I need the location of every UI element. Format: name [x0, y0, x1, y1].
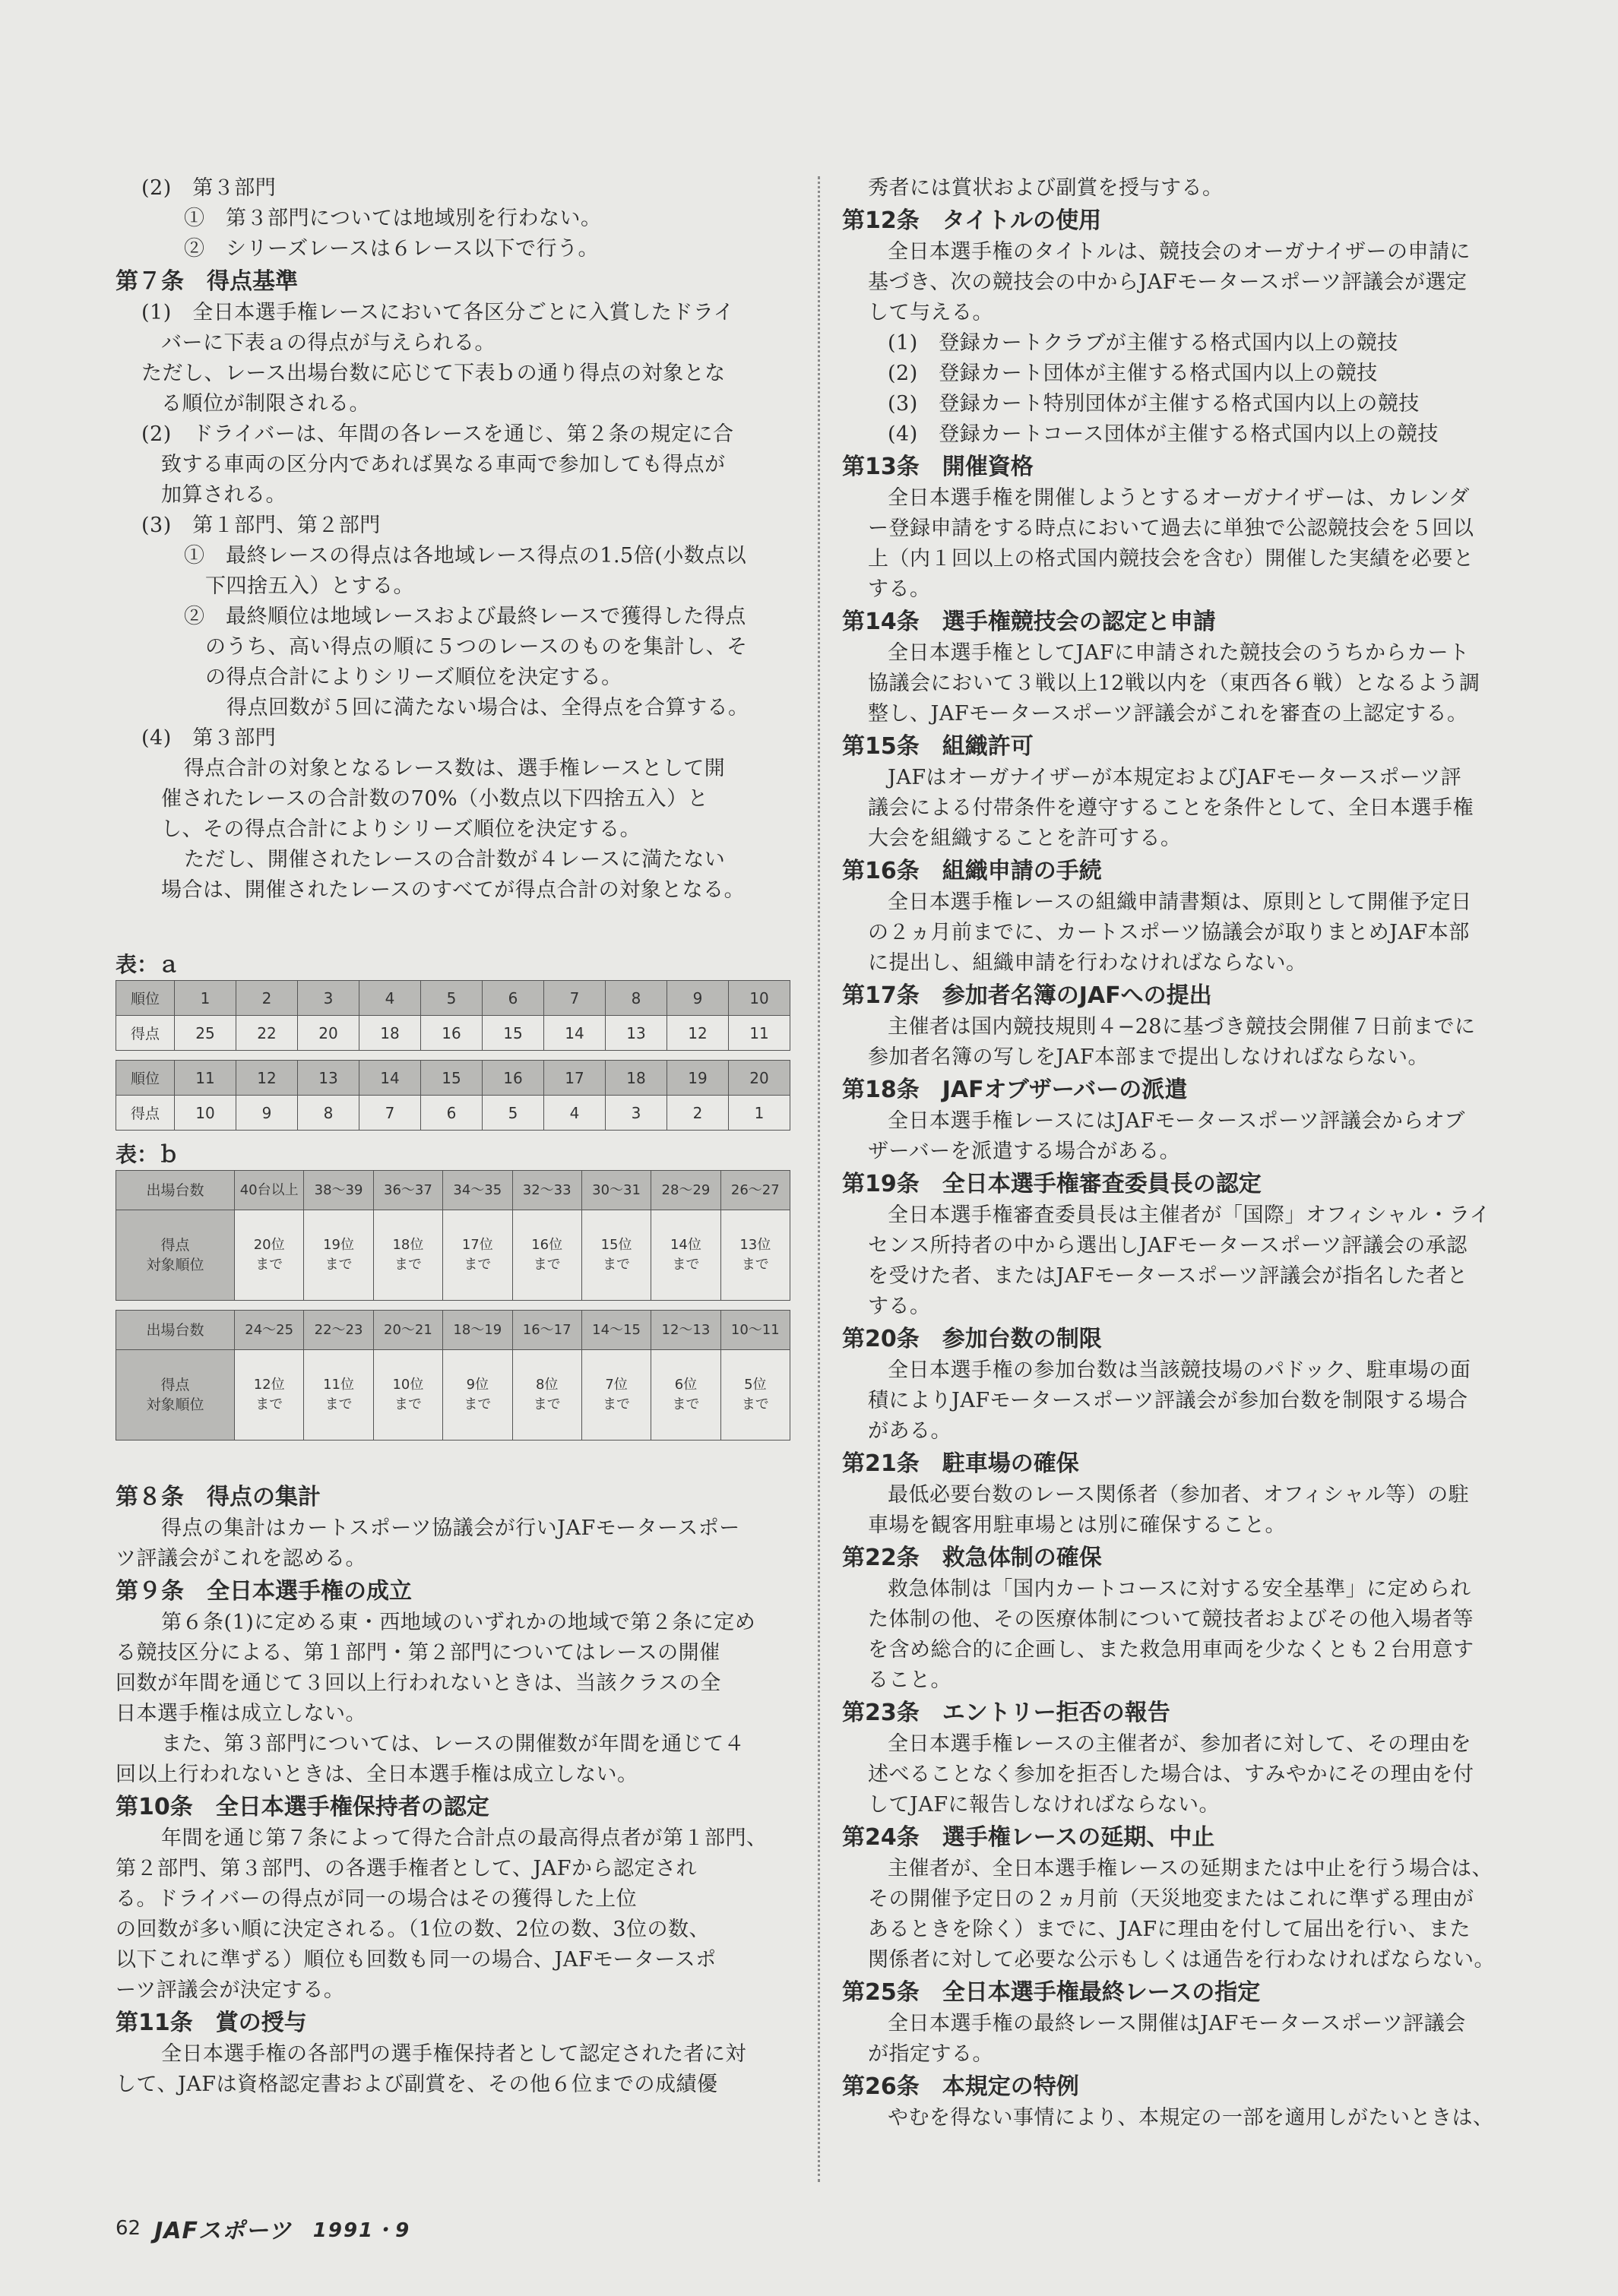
table-cell-text: まで — [672, 1396, 700, 1412]
table-cell: 9 — [667, 981, 729, 1016]
text-line: ② 最終順位は地域レースおよび最終レースで獲得した得点 — [184, 605, 746, 628]
text-line: を含め総合的に企画し、また救急用車両を少なくとも２台用意す — [868, 1638, 1474, 1662]
table-cell: 6 — [483, 981, 544, 1016]
article-heading: 第23条 エントリー拒否の報告 — [842, 1700, 1170, 1726]
text-line: 関係者に対して必要な公示もしくは通告を行わなければならない。 — [868, 1948, 1495, 1972]
text-line: ただし、開催されたレースの合計数が４レースに満たない — [184, 848, 726, 871]
table-cell — [235, 1210, 304, 1301]
text-line: 全日本選手権の最終レース開催はJAFモータースポーツ評議会 — [888, 2012, 1466, 2035]
table-row — [116, 981, 790, 1016]
article-heading: 第15条 組織許可 — [842, 733, 1034, 760]
article-heading: 第13条 開催資格 — [842, 454, 1034, 480]
text-line: (2) ドライバーは、年間の各レースを通じ、第２条の規定に合 — [141, 422, 734, 446]
table-cell: 1 — [175, 981, 236, 1016]
table-cell: 3 — [298, 981, 359, 1016]
table-cell: 18〜19 — [443, 1311, 512, 1350]
table-cell — [373, 1210, 442, 1301]
text-line: 基づき、次の競技会の中からJAFモータースポーツ評議会が選定 — [868, 270, 1468, 294]
text-line: ーツ評議会が決定する。 — [116, 1978, 345, 2002]
table-cell: 4 — [544, 1096, 606, 1131]
text-line: ツ評議会がこれを認める。 — [116, 1547, 366, 1570]
table-cell-text: 5位 — [744, 1377, 767, 1393]
text-line: 場合は、開催されたレースのすべてが得点合計の対象となる。 — [161, 878, 746, 902]
table-row — [116, 1171, 790, 1210]
table-cell: 16 — [421, 1016, 483, 1051]
article-heading: 第20条 参加台数の制限 — [842, 1326, 1102, 1352]
table-cell: 32〜33 — [512, 1171, 581, 1210]
table-cell: 6 — [421, 1096, 483, 1131]
text-line: ② シリーズレースは６レース以下で行う。 — [184, 237, 599, 261]
table-cell — [512, 1350, 581, 1441]
text-line: ① 最終レースの得点は各地域レース得点の1.5倍(小数点以 — [184, 544, 747, 568]
text-line: る。ドライバーの得点が同一の場合はその獲得した上位 — [116, 1887, 638, 1911]
text-line: 述べることなく参加を拒否した場合は、すみやかにその理由を付 — [868, 1763, 1474, 1786]
table-a-label: 表：ａ — [116, 952, 180, 977]
table-cell — [512, 1210, 581, 1301]
article-heading: 第25条 全日本選手権最終レースの指定 — [842, 1979, 1261, 2006]
table-cell: 18 — [359, 1016, 421, 1051]
table-cell: 2 — [236, 981, 298, 1016]
table-cell: 4 — [359, 981, 421, 1016]
text-line: 最低必要台数のレース関係者（参加者、オフィシャル等）の駐 — [888, 1483, 1470, 1507]
text-line: る順位が制限される。 — [161, 392, 370, 416]
text-line: し、その得点合計によりシリーズ順位を決定する。 — [161, 818, 641, 841]
table-cell: 34〜35 — [443, 1171, 512, 1210]
table-cell-text: まで — [533, 1257, 561, 1273]
table-cell — [651, 1350, 720, 1441]
text-line: 全日本選手権の各部門の選手権保持者として認定された者に対 — [161, 2042, 746, 2066]
table-cell-text: まで — [255, 1257, 283, 1273]
text-line: 全日本選手権レースの組織申請書類は、原則として開催予定日 — [888, 890, 1472, 914]
table-cell: 20〜21 — [373, 1311, 442, 1350]
text-line: また、第３部門については、レースの開催数が年間を通じて４ — [161, 1732, 746, 1756]
table-cell: 得点 — [116, 1096, 175, 1131]
right-text — [842, 173, 1518, 2133]
table-cell: 15 — [421, 1061, 483, 1096]
text-line: 救急体制は「国内カートコースに対する安全基準」に定められ — [888, 1577, 1471, 1601]
article-heading: 第24条 選手権レースの延期、中止 — [842, 1824, 1215, 1851]
text-line: ザーバーを派遣する場合がある。 — [868, 1140, 1181, 1163]
text-line: 上（内１回以上の格式国内競技会を含む）開催した実績を必要と — [868, 547, 1474, 571]
table-cell: 28〜29 — [651, 1171, 720, 1210]
text-line: 回数が年間を通じて３回以上行われないときは、当該クラスの全 — [116, 1671, 721, 1695]
table-cell-text: 12位 — [253, 1377, 285, 1393]
text-line: 全日本選手権のタイトルは、競技会のオーガナイザーの申請に — [888, 240, 1471, 264]
table-cell: 20 — [729, 1061, 790, 1096]
left-column — [116, 173, 790, 2100]
table-cell: 13 — [606, 1016, 667, 1051]
left-top-text — [116, 173, 790, 906]
text-line: る競技区分による、第１部門・第２部門についてはレースの開催 — [116, 1641, 720, 1665]
issue-date: 1991・9 — [312, 2219, 411, 2242]
text-line: 議会による付帯条件を遵守することを条件として、全日本選手権 — [868, 796, 1474, 820]
article-heading: 第18条 JAFオブザーバーの派遣 — [842, 1077, 1188, 1103]
table-cell-text: 9位 — [466, 1377, 489, 1393]
table-cell: 出場台数 — [116, 1171, 235, 1210]
text-line: の２ヵ月前までに、カートスポーツ協議会が取りまとめJAF本部 — [868, 921, 1470, 944]
table-cell — [443, 1350, 512, 1441]
table-cell: 2 — [667, 1096, 729, 1131]
text-line: を受けた者、またはJAFモータースポーツ評議会が指名した者と — [868, 1264, 1468, 1288]
table-row — [116, 1210, 790, 1301]
table-cell-text: まで — [603, 1396, 631, 1412]
table-cell-text: 対象順位 — [146, 1257, 204, 1273]
table-cell: 順位 — [116, 1061, 175, 1096]
table-row — [116, 1311, 790, 1350]
text-line: 第２部門、第３部門、の各選手権者として、JAFから認定され — [116, 1857, 698, 1880]
text-line: 年間を通じ第７条によって得た合計点の最高得点者が第１部門、 — [161, 1826, 768, 1850]
table-cell-text: 14位 — [670, 1237, 701, 1253]
table-cell-text: まで — [325, 1257, 353, 1273]
table-cell-text: まで — [394, 1396, 422, 1412]
table-cell — [581, 1350, 651, 1441]
article-heading: 第21条 駐車場の確保 — [842, 1450, 1079, 1477]
right-column — [842, 173, 1518, 2133]
table-cell-text: まで — [325, 1396, 353, 1412]
text-line: 第６条(1)に定める東・西地域のいずれかの地域で第２条に定め — [161, 1611, 756, 1634]
table-cell: 25 — [175, 1016, 236, 1051]
table-cell: 30〜31 — [581, 1171, 651, 1210]
table-cell: 1 — [729, 1096, 790, 1131]
table-cell — [581, 1210, 651, 1301]
text-line: ただし、レース出場台数に応じて下表ｂの通り得点の対象とな — [141, 362, 726, 385]
text-line: のうち、高い得点の順に５つのレースのものを集計し、そ — [205, 635, 748, 659]
text-line: やむを得ない事情により、本規定の一部を適用しがたいときは、 — [888, 2106, 1494, 2130]
table-cell: 14 — [359, 1061, 421, 1096]
table-cell-text: 15位 — [600, 1237, 632, 1253]
text-line: あるときを除く）までに、JAFに理由を付して届出を行い、また — [868, 1918, 1471, 1941]
table-cell-text: 11位 — [323, 1377, 355, 1393]
table-cell-text: まで — [672, 1257, 700, 1273]
text-line: その開催予定日の２ヵ月前（天災地変またはこれに準ずる理由が — [868, 1887, 1474, 1911]
table-cell — [443, 1210, 512, 1301]
text-line: 回以上行われないときは、全日本選手権は成立しない。 — [116, 1763, 638, 1786]
text-line: バーに下表ａの得点が与えられる。 — [161, 331, 496, 355]
text-line: (2) 登録カート団体が主催する格式国内以上の競技 — [888, 362, 1378, 385]
text-line: 主催者は国内競技規則４−28に基づき競技会開催７日前までに — [888, 1015, 1476, 1039]
text-line: 全日本選手権レースにはJAFモータースポーツ評議会からオブ — [888, 1109, 1465, 1133]
table-cell: 7 — [359, 1096, 421, 1131]
table-cell-text: 17位 — [461, 1237, 493, 1253]
table-cell: 40台以上 — [235, 1171, 304, 1210]
article-heading: 第22条 救急体制の確保 — [842, 1545, 1102, 1571]
table-cell-text: まで — [603, 1257, 631, 1273]
table-cell-text: まで — [533, 1396, 561, 1412]
text-line: 積によりJAFモータースポーツ評議会が参加台数を制限する場合 — [868, 1389, 1468, 1412]
table-cell: 16 — [483, 1061, 544, 1096]
table-cell — [116, 1210, 235, 1301]
table-cell-text: 20位 — [253, 1237, 285, 1253]
table-cell: 8 — [298, 1096, 359, 1131]
text-line: (3) 第１部門、第２部門 — [141, 514, 381, 537]
table-cell: 3 — [606, 1096, 667, 1131]
table-cell: 順位 — [116, 981, 175, 1016]
table-cell — [720, 1210, 790, 1301]
text-line: の得点合計によりシリーズ順位を決定する。 — [205, 666, 622, 689]
table-cell-text: 8位 — [535, 1377, 559, 1393]
table-cell: 14〜15 — [581, 1311, 651, 1350]
text-line: (2) 第３部門 — [141, 176, 277, 200]
text-line: 車場を観客用駐車場とは別に確保すること。 — [868, 1513, 1286, 1537]
table-cell — [651, 1210, 720, 1301]
table-cell: 5 — [421, 981, 483, 1016]
table-cell-text: 19位 — [323, 1237, 355, 1253]
table-cell: 24〜25 — [235, 1311, 304, 1350]
table-cell: 15 — [483, 1016, 544, 1051]
table-cell-text: 得点 — [160, 1377, 190, 1393]
table-cell — [116, 1350, 235, 1441]
article-heading: 第14条 選手権競技会の認定と申請 — [842, 609, 1216, 635]
table-cell: 10 — [729, 981, 790, 1016]
table-cell — [304, 1350, 373, 1441]
text-line: 参加者名簿の写しをJAF本部まで提出しなければならない。 — [868, 1045, 1430, 1069]
text-line: に提出し、組織申請を行わなければならない。 — [868, 951, 1307, 975]
text-line: ー登録申請をする時点において過去に単独で公認競技会を５回以 — [868, 517, 1474, 540]
text-line: 全日本選手権を開催しようとするオーガナイザーは、カレンダ — [888, 486, 1470, 510]
eligibility-table-b-continued — [116, 1310, 790, 1441]
text-line: (3) 登録カート特別団体が主催する格式国内以上の競技 — [888, 392, 1420, 416]
text-line: 致する車両の区分内であれば異なる車両で参加しても得点が — [161, 453, 726, 476]
page-number: 62 — [116, 2217, 141, 2240]
table-cell: 10〜11 — [720, 1311, 790, 1350]
text-line: 下四捨五入）とする。 — [205, 574, 414, 598]
text-line: してJAFに報告しなければならない。 — [868, 1793, 1221, 1817]
table-cell: 12 — [667, 1016, 729, 1051]
table-cell: 8 — [606, 981, 667, 1016]
article-heading: 第９条 全日本選手権の成立 — [116, 1578, 412, 1605]
text-line: 大会を組織することを許可する。 — [868, 827, 1182, 850]
article-heading: 第26条 本規定の特例 — [842, 2073, 1079, 2100]
table-cell: 16〜17 — [512, 1311, 581, 1350]
table-cell: 20 — [298, 1016, 359, 1051]
text-line: 催されたレースの合計数の70%（小数点以下四捨五入）と — [161, 787, 709, 811]
table-cell-text: 18位 — [392, 1237, 424, 1253]
table-cell-text: 10位 — [392, 1377, 424, 1393]
text-line: 全日本選手権としてJAFに申請された競技会のうちからカート — [888, 641, 1470, 665]
text-line: 得点の集計はカートスポーツ協議会が行いJAFモータースポー — [161, 1516, 740, 1540]
table-cell — [720, 1350, 790, 1441]
table-cell-text: まで — [394, 1257, 422, 1273]
text-line: 秀者には賞状および副賞を授与する。 — [868, 176, 1224, 200]
text-line: する。 — [868, 577, 931, 601]
page-footer — [116, 2213, 410, 2244]
text-line: 全日本選手権の参加台数は当該競技場のパドック、駐車場の面 — [888, 1358, 1471, 1382]
points-table-a-continued — [116, 1060, 790, 1131]
table-cell: 5 — [483, 1096, 544, 1131]
text-line: 全日本選手権レースの主催者が、参加者に対して、その理由を — [888, 1732, 1472, 1756]
text-line: がある。 — [868, 1419, 951, 1443]
table-cell: 18 — [606, 1061, 667, 1096]
table-cell-text: 16位 — [531, 1237, 563, 1253]
article-heading: 第19条 全日本選手権審査委員長の認定 — [842, 1171, 1262, 1197]
text-line: 加算される。 — [161, 483, 287, 507]
article-heading: 第12条 タイトルの使用 — [842, 207, 1102, 234]
table-cell: 17 — [544, 1061, 606, 1096]
text-line: (4) 登録カートコース団体が主催する格式国内以上の競技 — [888, 422, 1439, 446]
table-cell-text: まで — [255, 1396, 283, 1412]
table-cell: 9 — [236, 1096, 298, 1131]
table-cell: 出場台数 — [116, 1311, 235, 1350]
article-heading: 第８条 得点の集計 — [116, 1484, 321, 1510]
text-line: ① 第３部門については地域別を行わない。 — [184, 207, 602, 230]
table-cell: 22〜23 — [304, 1311, 373, 1350]
text-line: 以下これに準ずる）順位も回数も同一の場合、JAFモータースポ — [116, 1948, 717, 1972]
table-cell: 22 — [236, 1016, 298, 1051]
table-cell-text: 7位 — [605, 1377, 628, 1393]
table-cell: 12 — [236, 1061, 298, 1096]
table-cell-text: 得点 — [160, 1237, 190, 1254]
text-line: た体制の他、その医療体制について競技者およびその他入場者等 — [868, 1608, 1474, 1631]
text-line: する。 — [868, 1295, 931, 1318]
table-cell: 12〜13 — [651, 1311, 720, 1350]
table-row — [116, 1096, 790, 1131]
text-line: 主催者が、全日本選手権レースの延期または中止を行う場合は、 — [888, 1857, 1493, 1880]
text-line: (1) 全日本選手権レースにおいて各区分ごとに入賞したドライ — [141, 301, 735, 324]
text-line: の回数が多い順に決定される。（1位の数、2位の数、3位の数、 — [116, 1918, 711, 1941]
table-cell: 11 — [175, 1061, 236, 1096]
article-heading: 第７条 得点基準 — [116, 268, 298, 295]
article-heading: 第11条 賞の授与 — [116, 2010, 307, 2036]
table-cell: 19 — [667, 1061, 729, 1096]
article-heading: 第10条 全日本選手権保持者の認定 — [116, 1794, 489, 1820]
text-line: センス所持者の中から選出しJAFモータースポーツ評議会の承認 — [868, 1234, 1468, 1257]
table-cell — [235, 1350, 304, 1441]
table-cell: 10 — [175, 1096, 236, 1131]
text-line: して、JAFは資格認定書および副賞を、その他６位までの成績優 — [116, 2073, 718, 2096]
text-line: JAFはオーガナイザーが本規定およびJAFモータースポーツ評 — [888, 766, 1462, 789]
table-cell-text: まで — [464, 1257, 492, 1273]
table-cell-text: 対象順位 — [146, 1396, 204, 1413]
article-heading: 第17条 参加者名簿のJAFへの提出 — [842, 982, 1212, 1009]
text-line: 得点回数が５回に満たない場合は、全得点を合算する。 — [226, 696, 749, 719]
table-cell-text: 6位 — [674, 1377, 698, 1393]
table-row — [116, 1016, 790, 1051]
table-row — [116, 1350, 790, 1441]
eligibility-table-b — [116, 1170, 790, 1301]
text-line: 協議会において３戦以上12戦以内を（東西各６戦）となるよう調 — [868, 672, 1480, 695]
table-cell: 36〜37 — [373, 1171, 442, 1210]
text-line: (4) 第３部門 — [141, 726, 277, 750]
table-cell — [373, 1350, 442, 1441]
text-line: 日本選手権は成立しない。 — [116, 1702, 366, 1725]
table-b-label: 表：ｂ — [116, 1142, 180, 1167]
table-cell: 38〜39 — [304, 1171, 373, 1210]
text-line: して与える。 — [868, 301, 993, 324]
text-line: 整し、JAFモータースポーツ評議会がこれを審査の上認定する。 — [868, 702, 1468, 726]
table-cell — [304, 1210, 373, 1301]
table-cell: 7 — [544, 981, 606, 1016]
table-cell: 11 — [729, 1016, 790, 1051]
text-line: 全日本選手権審査委員長は主催者が「国際」オフィシャル・ライ — [888, 1203, 1491, 1227]
table-cell: 26〜27 — [720, 1171, 790, 1210]
table-cell: 13 — [298, 1061, 359, 1096]
text-line: が指定する。 — [868, 2042, 993, 2066]
table-cell: 14 — [544, 1016, 606, 1051]
table-cell-text: 13位 — [739, 1237, 771, 1253]
table-cell-text: まで — [741, 1396, 769, 1412]
left-bottom-text — [116, 1482, 790, 2100]
points-table-a — [116, 980, 790, 1051]
text-line: 得点合計の対象となるレース数は、選手権レースとして開 — [184, 757, 726, 780]
table-cell-text: まで — [741, 1257, 769, 1273]
text-line: ること。 — [868, 1668, 951, 1692]
table-cell-text: まで — [464, 1396, 492, 1412]
text-line: (1) 登録カートクラブが主催する格式国内以上の競技 — [888, 331, 1398, 355]
column-divider — [818, 176, 820, 2182]
table-cell: 得点 — [116, 1016, 175, 1051]
magazine-title: JAFスポーツ — [154, 2218, 292, 2244]
table-row — [116, 1061, 790, 1096]
article-heading: 第16条 組織申請の手続 — [842, 858, 1102, 884]
